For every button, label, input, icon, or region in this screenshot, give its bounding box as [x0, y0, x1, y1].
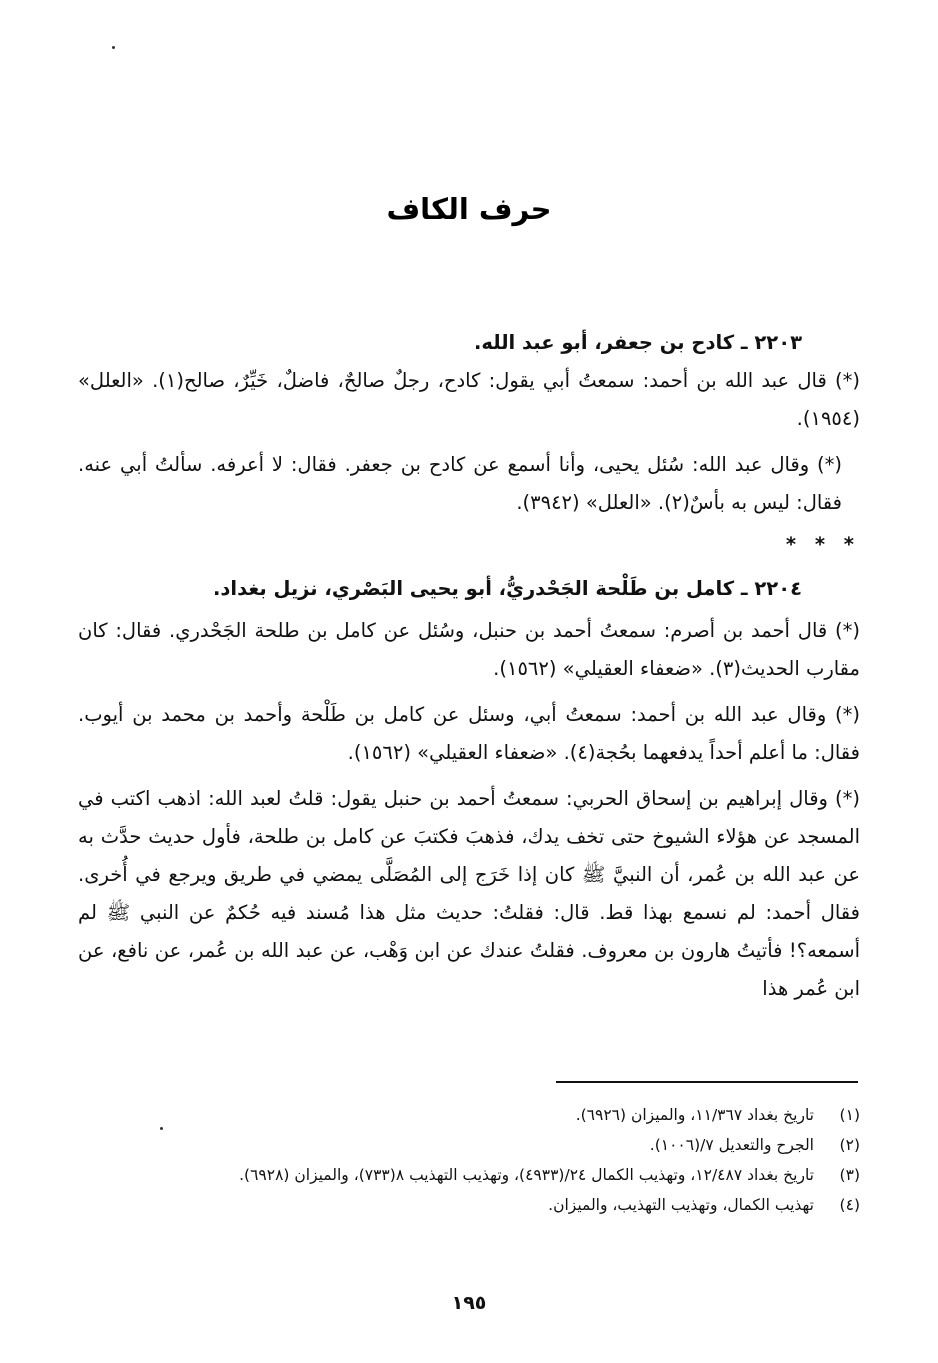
speck [112, 46, 115, 49]
page-title: حرف الكاف [386, 192, 552, 226]
page-number: ١٩٥ [451, 1292, 487, 1314]
entry-heading: ٢٢٠٤ ـ كامل بن طَلْحة الجَحْدريُّ، أبو يحيى البَصْري، نزيل بغداد. [212, 577, 802, 600]
paragraph: (*) وقال عبد الله بن أحمد: سمعتُ أبي، وسئل عن كامل بن طَلْحة وأحمد بن محمد بن أيوب. فقال: ما أعلم أحداً يدفعهما بحُجة(٤). «ضعفاء العقيلي» (١٥٦٢). [78, 703, 860, 764]
footnote-number: (٤) [839, 1196, 860, 1214]
footnote [78, 1190, 860, 1220]
footnote-text: تاريخ بغداد ١١/٣٦٧، والميزان (٦٩٢٦). [575, 1106, 814, 1124]
footnote [78, 1160, 860, 1190]
footnote-text: الجرح والتعديل ٧/(١٠٠٦). [649, 1136, 814, 1154]
footnote-text: تهذيب الكمال، وتهذيب التهذيب، والميزان. [548, 1196, 814, 1214]
footnote-number: (٢) [839, 1136, 860, 1154]
footnote [78, 1130, 860, 1160]
footnote-rule [556, 1081, 858, 1083]
footnote [78, 1100, 860, 1130]
footnote-text: تاريخ بغداد ١٢/٤٨٧، وتهذيب الكمال ٢٤/(٤٩٣٣)، وتهذيب التهذيب ٨(٧٣٣)، والميزان (٦٩٢٨). [239, 1166, 814, 1184]
section-separator: * * * [785, 533, 860, 556]
paragraph: (*) قال أحمد بن أصرم: سمعتُ أحمد بن حنبل، وسُئل عن كامل بن طلحة الجَحْدري. فقال: كان مقارب الحديث(٣). «ضعفاء العقيلي» (١٥٦٢). [78, 619, 860, 680]
footnote-number: (٣) [839, 1166, 860, 1184]
paragraph: (*) وقال إبراهيم بن إسحاق الحربي: سمعتُ أحمد بن حنبل يقول: قلتُ لعبد الله: اذهب اكتب في المسجد عن هؤلاء الشيوخ حتى تخف يدك، فذهبَ فكتبَ عن كامل بن طلحة، فأول حديث حدَّث به عن عبد الله بن عُمر، أن النبيَّ ﷺ كان إذا خَرَج إلى المُصَلَّى يمضي في طريق ويرجع في أُخرى. فقال أحمد: لم نسمع بهذا قط. قال: فقلتُ: حديث مثل هذا مُسند فيه حُكمٌ عن النبي ﷺ لم أسمعه؟! فأتيتُ هارون بن معروف. فقلتُ عندك عن ابن وَهْب، عن عبد الله بن عُمر، عن نافع، عن ابن عُمر هذا [78, 787, 860, 1000]
footnote-number: (١) [839, 1106, 860, 1124]
main-text [78, 324, 860, 1008]
entry-heading: ٢٢٠٣ ـ كادح بن جعفر، أبو عبد الله. [474, 331, 802, 354]
paragraph: (*) وقال عبد الله: سُئل يحيى، وأنا أسمع عن كادح بن جعفر. فقال: لا أعرفه. سألتُ أبي عنه. فقال: ليس به بأسٌ(٢). «العلل» (٣٩٤٢). [78, 453, 842, 514]
footnotes [78, 1100, 860, 1220]
paragraph: (*) قال عبد الله بن أحمد: سمعتُ أبي يقول: كادح، رجلٌ صالحٌ، فاضلٌ، خَيِّرٌ، صالح(١). «العلل» (١٩٥٤). [78, 369, 861, 430]
